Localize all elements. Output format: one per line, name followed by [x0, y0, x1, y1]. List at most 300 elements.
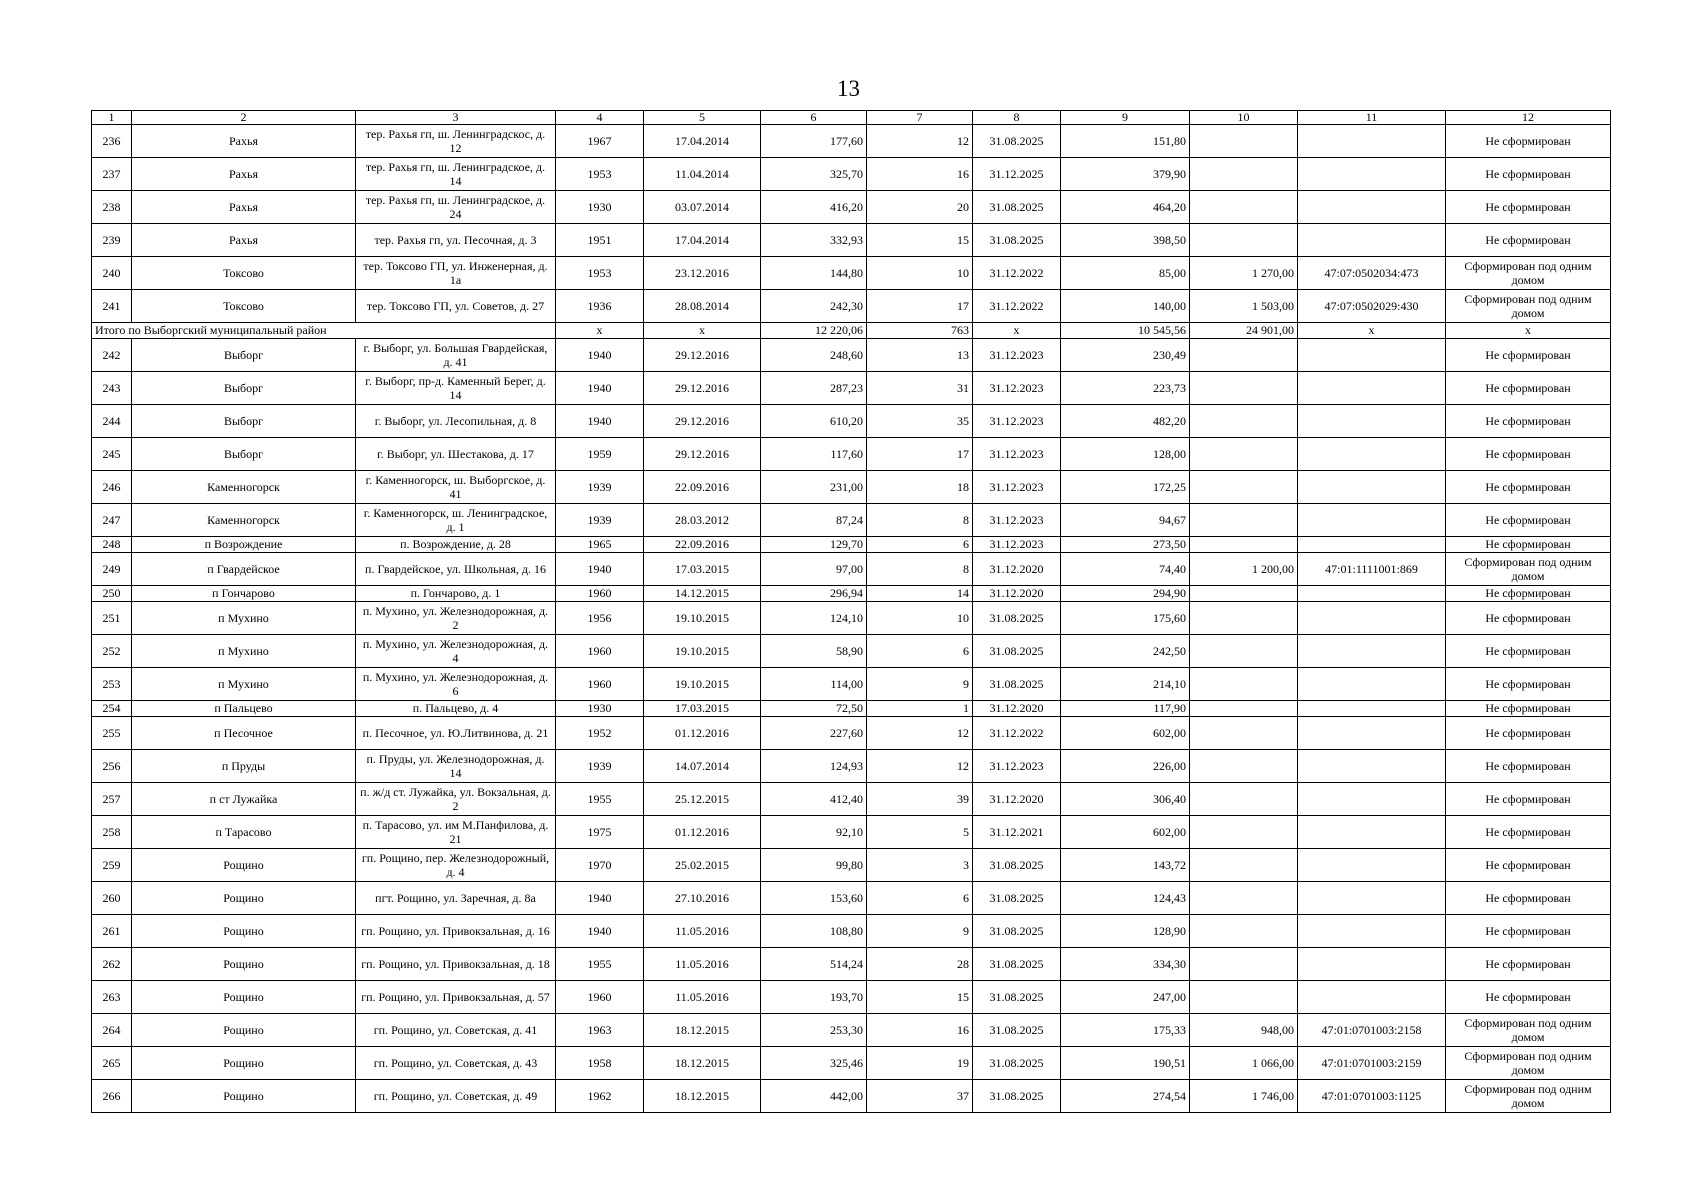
table-cell: п. Гвардейское, ул. Школьная, д. 16 [356, 553, 556, 586]
table-cell: 1960 [556, 668, 644, 701]
table-cell: 129,70 [761, 537, 867, 553]
table-cell: 108,80 [761, 915, 867, 948]
table-cell [1190, 750, 1298, 783]
table-cell: 31.12.2023 [973, 537, 1061, 553]
table-cell: тер. Рахья гп, ш. Ленинградское, д. 24 [356, 191, 556, 224]
table-cell: 25.12.2015 [644, 783, 761, 816]
table-cell [1190, 882, 1298, 915]
table-cell: 47:01:1111001:869 [1298, 553, 1446, 586]
table-cell [1298, 635, 1446, 668]
table-cell: 31 [867, 372, 973, 405]
table-cell: 265 [92, 1047, 132, 1080]
table-cell: гп. Рощино, ул. Советская, д. 49 [356, 1080, 556, 1113]
table-cell: 124,10 [761, 602, 867, 635]
table-row [92, 471, 1611, 504]
table-cell: 31.08.2025 [973, 635, 1061, 668]
table-cell: 151,80 [1061, 125, 1190, 158]
table-row [92, 553, 1611, 586]
table-cell: 250 [92, 586, 132, 602]
table-cell: 193,70 [761, 981, 867, 1014]
table-cell [1298, 438, 1446, 471]
table-cell: 260 [92, 882, 132, 915]
table-cell: п Пруды [132, 750, 356, 783]
table-cell: 306,40 [1061, 783, 1190, 816]
table-cell: 28.03.2012 [644, 504, 761, 537]
table-cell: Не сформирован [1446, 537, 1611, 553]
table-cell: г. Выборг, ул. Лесопильная, д. 8 [356, 405, 556, 438]
table-cell: 31.08.2025 [973, 981, 1061, 1014]
table-row [92, 504, 1611, 537]
table-cell: 1975 [556, 816, 644, 849]
header-cell: 2 [132, 111, 356, 125]
table-cell: 325,70 [761, 158, 867, 191]
table-cell: 602,00 [1061, 816, 1190, 849]
table-cell [1190, 125, 1298, 158]
table-cell [1298, 668, 1446, 701]
table-cell: 31.12.2020 [973, 701, 1061, 717]
table-cell: 18.12.2015 [644, 1047, 761, 1080]
table-cell [1190, 668, 1298, 701]
table-cell: Не сформирован [1446, 504, 1611, 537]
table-cell: Рахья [132, 158, 356, 191]
table-cell: 412,40 [761, 783, 867, 816]
table-cell: 31.08.2025 [973, 1047, 1061, 1080]
table-cell: 58,90 [761, 635, 867, 668]
table-cell: 1 270,00 [1190, 257, 1298, 290]
table-cell [1298, 783, 1446, 816]
table-cell: 31.08.2025 [973, 948, 1061, 981]
table-cell: 242,50 [1061, 635, 1190, 668]
table-cell: Рахья [132, 191, 356, 224]
table-cell: Сформирован под одним домом [1446, 1047, 1611, 1080]
table-cell [1190, 849, 1298, 882]
table-cell: 264 [92, 1014, 132, 1047]
table-cell [1298, 948, 1446, 981]
table-cell: п Гвардейское [132, 553, 356, 586]
table-cell: 22.09.2016 [644, 471, 761, 504]
table-cell: Сформирован под одним домом [1446, 1080, 1611, 1113]
header-row [92, 111, 1611, 125]
table-cell: 253,30 [761, 1014, 867, 1047]
table-cell: Не сформирован [1446, 339, 1611, 372]
table-cell: 47:07:0502029:430 [1298, 290, 1446, 323]
table-cell: 6 [867, 635, 973, 668]
table-cell: 177,60 [761, 125, 867, 158]
table-cell: 19.10.2015 [644, 635, 761, 668]
header-cell: 12 [1446, 111, 1611, 125]
table-cell: тер. Токсово ГП, ул. Инженерная, д. 1а [356, 257, 556, 290]
table-cell: 140,00 [1061, 290, 1190, 323]
table-cell: Не сформирован [1446, 849, 1611, 882]
table-cell: 325,46 [761, 1047, 867, 1080]
table-cell: 12 [867, 125, 973, 158]
table-cell: Рощино [132, 948, 356, 981]
table-cell: Не сформирован [1446, 372, 1611, 405]
table-cell: 28 [867, 948, 973, 981]
table-cell [1190, 816, 1298, 849]
table-cell [1190, 191, 1298, 224]
table-row [92, 125, 1611, 158]
table-cell [1298, 224, 1446, 257]
table-cell [1298, 504, 1446, 537]
table-cell: 256 [92, 750, 132, 783]
table-cell: 124,93 [761, 750, 867, 783]
table-cell: Выборг [132, 438, 356, 471]
table-cell: 1930 [556, 701, 644, 717]
table-cell: г. Каменногорск, ш. Ленинградское, д. 1 [356, 504, 556, 537]
table-cell: п Мухино [132, 602, 356, 635]
table-cell [1298, 586, 1446, 602]
table-cell: 237 [92, 158, 132, 191]
table-cell: Не сформирован [1446, 602, 1611, 635]
table-cell: 226,00 [1061, 750, 1190, 783]
table-cell: 19 [867, 1047, 973, 1080]
table-cell: Токсово [132, 257, 356, 290]
table-row [92, 537, 1611, 553]
table-cell: 18.12.2015 [644, 1014, 761, 1047]
table-cell: 231,00 [761, 471, 867, 504]
table-cell: 1936 [556, 290, 644, 323]
table-cell: 1 503,00 [1190, 290, 1298, 323]
table-row [92, 948, 1611, 981]
table-cell: 11.04.2014 [644, 158, 761, 191]
table-cell: 1952 [556, 717, 644, 750]
table-row [92, 224, 1611, 257]
table-cell: тер. Рахья гп, ш. Ленинградское, д. 14 [356, 158, 556, 191]
table-cell: 31.12.2022 [973, 257, 1061, 290]
table-cell: 257 [92, 783, 132, 816]
total-cell: 763 [867, 323, 973, 339]
table-cell: 273,50 [1061, 537, 1190, 553]
table-cell: 482,20 [1061, 405, 1190, 438]
table-cell: 1 [867, 701, 973, 717]
table-cell: 25.02.2015 [644, 849, 761, 882]
table-cell: 39 [867, 783, 973, 816]
table-cell: г. Выборг, ул. Шестакова, д. 17 [356, 438, 556, 471]
table-cell [1190, 602, 1298, 635]
table-cell: 29.12.2016 [644, 405, 761, 438]
table-cell [1190, 339, 1298, 372]
table-cell: Токсово [132, 290, 356, 323]
table-cell: 124,43 [1061, 882, 1190, 915]
table-cell: п Пальцево [132, 701, 356, 717]
table-cell: 8 [867, 553, 973, 586]
table-cell [1298, 125, 1446, 158]
table-cell: 17.04.2014 [644, 224, 761, 257]
table-cell: 74,40 [1061, 553, 1190, 586]
table-row [92, 1080, 1611, 1113]
table-cell: Выборг [132, 372, 356, 405]
table-cell: Не сформирован [1446, 471, 1611, 504]
table-cell: Сформирован под одним домом [1446, 257, 1611, 290]
table-cell: 1953 [556, 158, 644, 191]
table-cell: 143,72 [1061, 849, 1190, 882]
table-cell: Не сформирован [1446, 191, 1611, 224]
table-row [92, 717, 1611, 750]
table-cell [1190, 783, 1298, 816]
table-cell: 1955 [556, 948, 644, 981]
table-cell: 236 [92, 125, 132, 158]
table-cell: г. Каменногорск, ш. Выборгское, д. 41 [356, 471, 556, 504]
table-cell: 14 [867, 586, 973, 602]
table-cell: 287,23 [761, 372, 867, 405]
table-cell: 1 200,00 [1190, 553, 1298, 586]
table-cell: 31.08.2025 [973, 849, 1061, 882]
table-cell: Каменногорск [132, 471, 356, 504]
table-cell: 172,25 [1061, 471, 1190, 504]
table-cell: 274,54 [1061, 1080, 1190, 1113]
table-cell: 22.09.2016 [644, 537, 761, 553]
table-cell: Каменногорск [132, 504, 356, 537]
table-cell: 248 [92, 537, 132, 553]
table-cell: 47:01:0701003:2159 [1298, 1047, 1446, 1080]
table-cell: тер. Рахья гп, ул. Песочная, д. 3 [356, 224, 556, 257]
table-cell [1190, 224, 1298, 257]
table-cell: 1958 [556, 1047, 644, 1080]
table-cell: 10 [867, 602, 973, 635]
table-cell: 94,67 [1061, 504, 1190, 537]
table-cell [1190, 438, 1298, 471]
table-cell: 31.12.2022 [973, 290, 1061, 323]
table-cell: 8 [867, 504, 973, 537]
table-cell: 18.12.2015 [644, 1080, 761, 1113]
table-cell: Рощино [132, 915, 356, 948]
table-cell: 29.12.2016 [644, 339, 761, 372]
table-cell: 10 [867, 257, 973, 290]
table-cell: 245 [92, 438, 132, 471]
table-cell: 1959 [556, 438, 644, 471]
table-row [92, 816, 1611, 849]
table-cell: 1940 [556, 882, 644, 915]
table-cell: 144,80 [761, 257, 867, 290]
table-cell: Не сформирован [1446, 915, 1611, 948]
table-cell [1190, 586, 1298, 602]
table-cell: 1960 [556, 586, 644, 602]
table-row [92, 586, 1611, 602]
table-cell: 1960 [556, 981, 644, 1014]
table-cell: 31.08.2025 [973, 1014, 1061, 1047]
table-cell: 248,60 [761, 339, 867, 372]
header-cell: 6 [761, 111, 867, 125]
table-cell: 1965 [556, 537, 644, 553]
table-cell: 31.08.2025 [973, 668, 1061, 701]
table-cell: п Мухино [132, 635, 356, 668]
table-cell: 602,00 [1061, 717, 1190, 750]
table-cell: 17 [867, 290, 973, 323]
table-cell [1298, 372, 1446, 405]
registry-table [91, 110, 1611, 1113]
table-cell: 1 066,00 [1190, 1047, 1298, 1080]
table-cell: 266 [92, 1080, 132, 1113]
table-cell: п. Мухино, ул. Железнодорожная, д. 4 [356, 635, 556, 668]
table-cell: Рощино [132, 981, 356, 1014]
table-cell: 47:01:0701003:2158 [1298, 1014, 1446, 1047]
table-cell: 261 [92, 915, 132, 948]
table-cell: 14.07.2014 [644, 750, 761, 783]
table-cell: 31.08.2025 [973, 602, 1061, 635]
table-row [92, 602, 1611, 635]
table-cell: Рахья [132, 224, 356, 257]
table-cell: 27.10.2016 [644, 882, 761, 915]
table-cell: 238 [92, 191, 132, 224]
table-cell: 1940 [556, 339, 644, 372]
table-cell: Рощино [132, 849, 356, 882]
table-cell: 31.12.2022 [973, 717, 1061, 750]
total-cell: x [973, 323, 1061, 339]
table-cell [1190, 915, 1298, 948]
table-cell: Выборг [132, 339, 356, 372]
total-cell: x [1446, 323, 1611, 339]
table-cell: 29.12.2016 [644, 438, 761, 471]
table-cell: 117,90 [1061, 701, 1190, 717]
table-cell: 15 [867, 224, 973, 257]
table-cell: 92,10 [761, 816, 867, 849]
table-cell: 227,60 [761, 717, 867, 750]
table-cell: 31.08.2025 [973, 224, 1061, 257]
table-cell: 258 [92, 816, 132, 849]
table-cell: Выборг [132, 405, 356, 438]
table-cell: 17.04.2014 [644, 125, 761, 158]
table-cell: 31.08.2025 [973, 915, 1061, 948]
table-cell: п. Песочное, ул. Ю.Литвинова, д. 21 [356, 717, 556, 750]
table-cell: 332,93 [761, 224, 867, 257]
table-cell: 249 [92, 553, 132, 586]
table-cell: п Гончарово [132, 586, 356, 602]
table-cell: 1 746,00 [1190, 1080, 1298, 1113]
total-label: Итого по Выборгский муниципальный район [92, 323, 556, 339]
table-cell: 35 [867, 405, 973, 438]
table-cell: 31.08.2025 [973, 1080, 1061, 1113]
table-cell: Сформирован под одним домом [1446, 290, 1611, 323]
table-cell: 114,00 [761, 668, 867, 701]
table-cell: пгт. Рощино, ул. Заречная, д. 8а [356, 882, 556, 915]
table-cell: 230,49 [1061, 339, 1190, 372]
table-body [92, 111, 1611, 1113]
total-cell: x [1298, 323, 1446, 339]
header-cell: 4 [556, 111, 644, 125]
table-cell [1298, 849, 1446, 882]
table-cell: 242 [92, 339, 132, 372]
table-cell: 610,20 [761, 405, 867, 438]
table-cell [1190, 948, 1298, 981]
table-cell: 6 [867, 882, 973, 915]
table-cell: 214,10 [1061, 668, 1190, 701]
table-cell [1298, 158, 1446, 191]
table-cell: 87,24 [761, 504, 867, 537]
table-cell: 14.12.2015 [644, 586, 761, 602]
table-cell: 31.12.2023 [973, 471, 1061, 504]
table-cell [1298, 191, 1446, 224]
table-cell [1190, 701, 1298, 717]
table-cell: 1962 [556, 1080, 644, 1113]
table-cell [1298, 471, 1446, 504]
table-cell [1298, 882, 1446, 915]
table-cell: Не сформирован [1446, 717, 1611, 750]
table-cell: Не сформирован [1446, 438, 1611, 471]
table-cell: 254 [92, 701, 132, 717]
table-cell: 17.03.2015 [644, 553, 761, 586]
table-cell: 5 [867, 816, 973, 849]
table-cell: 1953 [556, 257, 644, 290]
table-row [92, 438, 1611, 471]
header-cell: 8 [973, 111, 1061, 125]
table-cell: 31.12.2023 [973, 438, 1061, 471]
total-cell: 10 545,56 [1061, 323, 1190, 339]
table-cell: 17.03.2015 [644, 701, 761, 717]
table-cell: 416,20 [761, 191, 867, 224]
table-cell: 31.12.2020 [973, 586, 1061, 602]
table-cell: 12 [867, 717, 973, 750]
header-cell: 1 [92, 111, 132, 125]
table-cell [1298, 750, 1446, 783]
table-cell: 1939 [556, 471, 644, 504]
table-row [92, 882, 1611, 915]
table-cell: Не сформирован [1446, 948, 1611, 981]
table-cell: Не сформирован [1446, 816, 1611, 849]
table-cell: 6 [867, 537, 973, 553]
table-cell: 247,00 [1061, 981, 1190, 1014]
table-cell: 1960 [556, 635, 644, 668]
table-cell [1190, 405, 1298, 438]
table-cell: 175,60 [1061, 602, 1190, 635]
table-cell: 01.12.2016 [644, 816, 761, 849]
header-cell: 7 [867, 111, 973, 125]
table-cell [1190, 158, 1298, 191]
table-cell: 13 [867, 339, 973, 372]
table-cell: Не сформирован [1446, 981, 1611, 1014]
table-cell: 31.08.2025 [973, 191, 1061, 224]
table-cell: 11.05.2016 [644, 981, 761, 1014]
table-cell: 259 [92, 849, 132, 882]
table-cell: 15 [867, 981, 973, 1014]
table-cell: Не сформирован [1446, 882, 1611, 915]
table-cell: 128,00 [1061, 438, 1190, 471]
table-cell: 398,50 [1061, 224, 1190, 257]
table-cell: Рахья [132, 125, 356, 158]
table-cell: 9 [867, 915, 973, 948]
table-row [92, 290, 1611, 323]
table-cell: 31.12.2023 [973, 405, 1061, 438]
table-cell: г. Выборг, ул. Большая Гвардейская, д. 41 [356, 339, 556, 372]
table-cell: 31.08.2025 [973, 125, 1061, 158]
table-cell: п Мухино [132, 668, 356, 701]
table-cell: Не сформирован [1446, 668, 1611, 701]
table-cell: 72,50 [761, 701, 867, 717]
table-cell: п. Гончарово, д. 1 [356, 586, 556, 602]
table-cell: п. Мухино, ул. Железнодорожная, д. 6 [356, 668, 556, 701]
table-cell: 31.12.2023 [973, 339, 1061, 372]
table-row [92, 783, 1611, 816]
table-row [92, 191, 1611, 224]
table-cell: 1963 [556, 1014, 644, 1047]
table-row [92, 405, 1611, 438]
table-row [92, 257, 1611, 290]
table-cell: 1940 [556, 372, 644, 405]
table-cell: п. Возрождение, д. 28 [356, 537, 556, 553]
table-cell: 190,51 [1061, 1047, 1190, 1080]
table-cell: 99,80 [761, 849, 867, 882]
table-cell: 1940 [556, 405, 644, 438]
table-cell: Не сформирован [1446, 224, 1611, 257]
table-cell: 23.12.2016 [644, 257, 761, 290]
table-cell: Не сформирован [1446, 125, 1611, 158]
table-cell: Не сформирован [1446, 158, 1611, 191]
table-cell: Сформирован под одним домом [1446, 1014, 1611, 1047]
table-cell: 37 [867, 1080, 973, 1113]
table-cell: тер. Токсово ГП, ул. Советов, д. 27 [356, 290, 556, 323]
table-cell [1298, 816, 1446, 849]
table-cell: тер. Рахья гп, ш. Ленинградскос, д. 12 [356, 125, 556, 158]
